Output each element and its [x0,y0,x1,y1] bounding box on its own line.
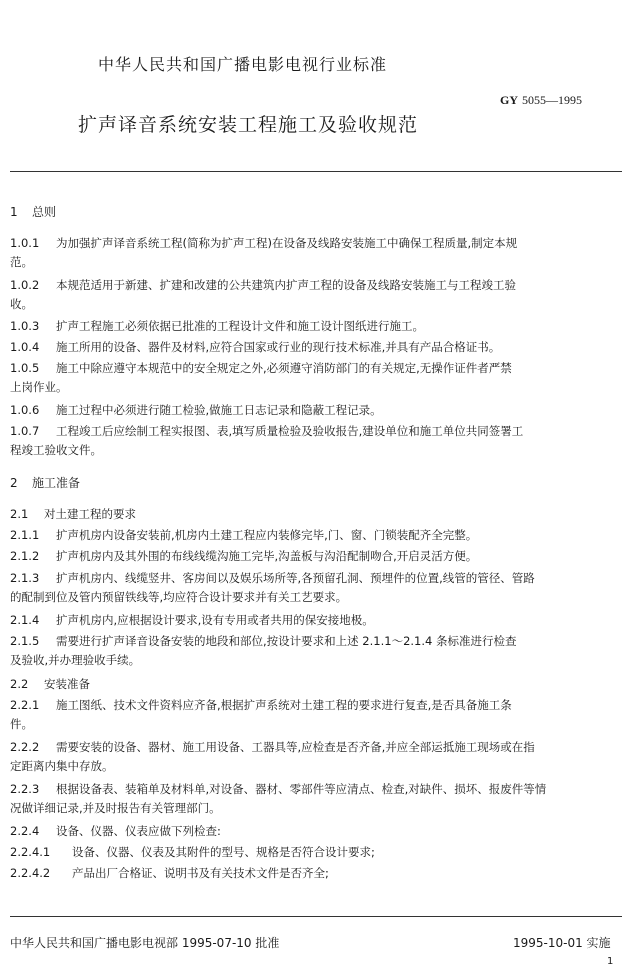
clause-line [10,441,622,460]
clause-line [10,378,622,397]
clause-text: 根据设备表、装箱单及材料单,对设备、器材、零部件等应清点、检查,对缺件、损坏、报废件等情 [56,782,547,796]
clause-text: 施工所用的设备、器件及材料,应符合国家或行业的现行技术标准,并具有产品合格证书。 [56,340,501,354]
clause-text: 施工中除应遵守本规范中的安全规定之外,必须遵守消防部门的有关规定,无操作证件者严禁 [56,361,512,375]
clause-text: 定距离内集中存放。 [10,759,114,773]
clause-number: 1 [10,205,18,219]
clause-line [10,738,622,757]
clause-block [10,526,622,545]
clause-block [10,276,622,314]
clause-line [10,474,622,493]
clause-line [10,780,622,799]
clause-line [10,234,622,253]
clause-line [10,253,622,272]
clause-line [10,822,622,841]
clause-text: 工程竣工后应绘制工程实报图、表,填写质量检验及验收报告,建设单位和施工单位共同签署工 [56,424,524,438]
clause-block [10,401,622,420]
clause-number: 2.1.3 [10,571,40,585]
clause-number: 2.2.1 [10,698,40,712]
clause-line [10,651,622,670]
clause-line [10,864,622,883]
clause-line [10,588,622,607]
clause-line [10,696,622,715]
clause-text: 扩声机房内及其外围的布线线缆沟施工完毕,沟盖板与沟沿配制吻合,开启灵活方便。 [56,549,478,563]
clause-line [10,401,622,420]
clause-text: 施工准备 [32,476,81,490]
clause-text: 对土建工程的要求 [44,507,136,521]
clause-block [10,822,622,841]
clause-number: 2.1.5 [10,634,40,648]
clause-number: 2.1.1 [10,528,40,542]
clause-number: 1.0.4 [10,340,40,354]
clause-number: 2.1.4 [10,613,40,627]
clause-text: 扩声机房内,应根据设计要求,设有专用或者共用的保安接地极。 [56,613,374,627]
clause-block [10,234,622,272]
clause-text: 扩声机房内设备安装前,机房内土建工程应内装修完毕,门、窗、门锁装配齐全完整。 [56,528,478,542]
clause-block [10,738,622,776]
clause-block [10,203,622,222]
clause-text: 施工图纸、技术文件资料应齐备,根据扩声系统对土建工程的要求进行复查,是否具备施工条 [56,698,512,712]
clause-number: 1.0.1 [10,236,40,250]
approval-note: 中华人民共和国广播电影电视部 1995-07-10 批准 [10,936,280,950]
clause-block [10,843,622,862]
clause-block [10,780,622,818]
clause-text: 件。 [10,717,33,731]
clause-number: 2.1.2 [10,549,40,563]
clause-block [10,338,622,357]
clause-line [10,632,622,651]
clause-block [10,864,622,883]
clause-block [10,611,622,630]
clause-line [10,715,622,734]
clause-line [10,547,622,566]
clause-block [10,359,622,397]
clause-line [10,611,622,630]
clause-block [10,317,622,336]
clause-number: 1.0.5 [10,361,40,375]
clause-number: 1.0.7 [10,424,40,438]
standard-number: 5055—1995 [522,93,582,107]
document-title: 扩声译音系统安装工程施工及验收规范 [78,114,419,136]
clause-number: 2.2.4.1 [10,845,51,859]
clause-block [10,696,622,734]
clause-text: 上岗作业。 [10,380,68,394]
clause-text: 为加强扩声译音系统工程(简称为扩声工程)在设备及线路安装施工中确保工程质量,制定本规 [56,236,518,250]
clause-text: 产品出厂合格证、说明书及有关技术文件是否齐全; [72,866,329,880]
clause-number: 2.2.2 [10,740,40,754]
clause-line [10,757,622,776]
clause-text: 设备、仪器、仪表及其附件的型号、规格是否符合设计要求; [72,845,375,859]
clause-text: 及验收,并办理验收手续。 [10,653,141,667]
clause-line [10,675,622,694]
clause-line [10,276,622,295]
clause-line [10,526,622,545]
clause-text: 扩声工程施工必须依据已批准的工程设计文件和施工设计图纸进行施工。 [56,319,424,333]
clause-text: 程竣工验收文件。 [10,443,102,457]
clause-text: 施工过程中必须进行随工检验,做施工日志记录和隐蔽工程记录。 [56,403,382,417]
clause-line [10,295,622,314]
clause-text: 的配制到位及管内预留铁线等,均应符合设计要求并有关工艺要求。 [10,590,348,604]
page-number: 1 [607,956,614,967]
clause-block [10,474,622,493]
header-divider [10,171,622,172]
effective-date: 1995-10-01 实施 [513,936,611,950]
clause-number: 1.0.3 [10,319,40,333]
clause-block [10,675,622,694]
clause-text: 范。 [10,255,33,269]
clause-text: 设备、仪器、仪表应做下列检查: [56,824,221,838]
clause-line [10,843,622,862]
clause-block [10,422,622,460]
clause-text: 安装准备 [44,677,90,691]
clause-number: 2.2.3 [10,782,40,796]
clause-line [10,569,622,588]
standard-prefix: GY [500,93,518,107]
clause-number: 2.1 [10,507,29,521]
clause-line [10,799,622,818]
clause-text: 收。 [10,297,33,311]
clause-text: 总则 [32,205,57,219]
clause-block [10,632,622,670]
clause-text: 需要安装的设备、器材、施工用设备、工器具等,应检查是否齐备,并应全部运抵施工现场或在指 [56,740,535,754]
clause-line [10,338,622,357]
clause-block [10,547,622,566]
footer-divider [10,916,622,917]
clause-block [10,505,622,524]
clause-number: 2 [10,476,18,490]
clause-block [10,569,622,607]
clause-line [10,422,622,441]
clause-number: 2.2.4.2 [10,866,51,880]
clause-line [10,359,622,378]
clause-number: 1.0.2 [10,278,40,292]
clause-text: 需要进行扩声译音设备安装的地段和部位,按设计要求和上述 2.1.1～2.1.4 条标准进行检查 [56,634,517,648]
clause-number: 1.0.6 [10,403,40,417]
issuing-body-heading: 中华人民共和国广播电影电视行业标准 [98,55,388,74]
clause-line [10,203,622,222]
clause-line [10,505,622,524]
clause-number: 2.2 [10,677,29,691]
clause-number: 2.2.4 [10,824,40,838]
clause-text: 扩声机房内、线缆竖井、客房间以及娱乐场所等,各预留孔洞、预埋件的位置,线管的管径、管路 [56,571,535,585]
clause-text: 本规范适用于新建、扩建和改建的公共建筑内扩声工程的设备及线路安装施工与工程竣工验 [56,278,516,292]
clause-text: 况做详细记录,并及时报告有关管理部门。 [10,801,221,815]
standard-code [500,93,582,108]
clause-line [10,317,622,336]
